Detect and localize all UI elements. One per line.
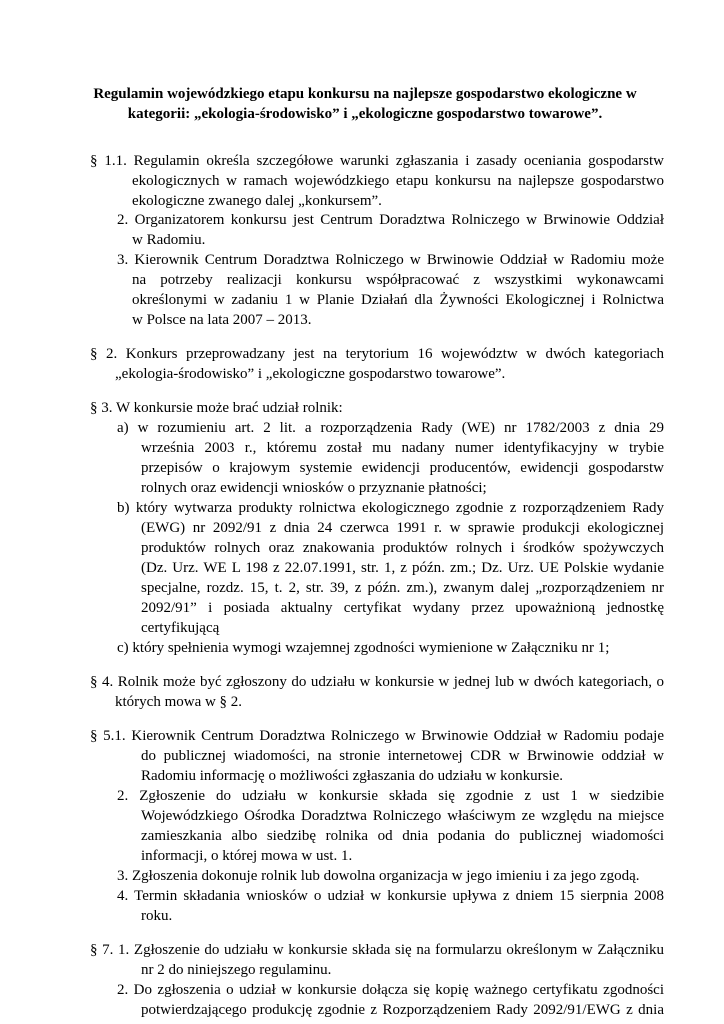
text-line: 3. Zgłoszenia dokonuje rolnik lub dowolna organizacja w jego imieniu i za jego zgodą. xyxy=(117,868,640,884)
text-line: „ekologia-środowisko” i „ekologiczne gospodarstwo towarowe”. xyxy=(115,366,506,382)
text-line: (Dz. Urz. WE L 198 z 22.07.1991, str. 1, z późn. zm.; Dz. Urz. UE Polskie wydanie xyxy=(141,560,664,576)
title-line-1: Regulamin wojewódzkiego etapu konkursu na najlepsze gospodarstwo ekologiczne w xyxy=(93,86,637,102)
text-line: specjalne, rozdz. 15, t. 2, str. 39, z późn. zm.), zwanym dalej „rozporządzeniem nr xyxy=(141,580,664,596)
text-line: do publicznej wiadomości, na stronie internetowej CDR w Brwinowie oddział w xyxy=(141,748,664,764)
text-line: c) który spełnienia wymogi wzajemnej zgodności wymienione w Załączniku nr 1; xyxy=(117,640,610,656)
text-line: 2. Organizatorem konkursu jest Centrum Doradztwa Rolniczego w Brwinowie Oddział xyxy=(117,212,664,228)
text-line: b) który wytwarza produkty rolnictwa ekologicznego zgodnie z rozporządzeniem Rady xyxy=(117,500,664,516)
text-line: Wojewódzkiego Ośrodka Doradztwa Rolniczego właściwym ze względu na miejsce xyxy=(141,808,664,824)
text-line: ekologicznych w ramach wojewódzkiego etapu konkursu na najlepsze gospodarstwo xyxy=(132,173,664,189)
text-line: 4. Termin składania wniosków o udział w konkursie upływa z dniem 15 sierpnia 2008 xyxy=(117,888,664,904)
text-line: § 2. Konkurs przeprowadzany jest na terytorium 16 województw w dwóch kategoriach xyxy=(90,346,664,362)
text-line: potwierdzającego produkcję zgodnie z Rozporządzeniem Rady 2092/91/EWG z dnia xyxy=(141,1002,664,1018)
text-line: 2092/91” i posiada aktualny certyfikat wydany przez upoważnioną jednostkę xyxy=(141,600,664,616)
text-line: w Radomiu. xyxy=(132,232,206,248)
text-line: zamieszkania albo siedzibę rolnika od dnia podania do publicznej wiadomości xyxy=(141,828,664,844)
text-line: rolnych oraz ewidencji wniosków o przyznanie płatności; xyxy=(141,480,487,496)
document-title xyxy=(70,84,660,124)
text-line: certyfikującą xyxy=(141,620,220,636)
text-line: produktów rolnych oraz znakowania produktów rolnych i środków spożywczych xyxy=(141,540,664,556)
text-line: na potrzeby realizacji konkursu współpracować z wszystkimi wykonawcami xyxy=(132,272,664,288)
text-line: Radomiu informację o możliwości zgłaszania do udziału w konkursie. xyxy=(141,768,563,784)
text-line: przepisów o krajowym systemie ewidencji producentów, ewidencji gospodarstw xyxy=(141,460,664,476)
text-line: określonymi w zadaniu 1 w Planie Działań dla Żywności Ekologicznej i Rolnictwa xyxy=(132,292,664,308)
text-line: września 2003 r., któremu został mu nadany numer identyfikacyjny w trybie xyxy=(141,440,664,456)
text-line: nr 2 do niniejszego regulaminu. xyxy=(141,962,332,978)
text-line: § 3. W konkursie może brać udział rolnik: xyxy=(90,400,343,416)
text-line: § 4. Rolnik może być zgłoszony do udziału w konkursie w jednej lub w dwóch kategoriach, o xyxy=(90,674,664,690)
text-line: a) w rozumieniu art. 2 lit. a rozporządzenia Rady (WE) nr 1782/2003 z dnia 29 xyxy=(117,420,664,436)
text-line: których mowa w § 2. xyxy=(115,694,243,710)
title-line-2: kategorii: „ekologia-środowisko” i „ekologiczne gospodarstwo towarowe”. xyxy=(127,106,603,122)
text-line: 2. Do zgłoszenia o udział w konkursie dołącza się kopię ważnego certyfikatu zgodności xyxy=(117,982,664,998)
text-line: § 1.1. Regulamin określa szczegółowe warunki zgłaszania i zasady oceniania gospodarstw xyxy=(90,153,664,169)
text-line: § 7. 1. Zgłoszenie do udziału w konkursie składa się na formularzu określonym w Załączniku xyxy=(90,942,664,958)
text-line: 2. Zgłoszenie do udziału w konkursie składa się zgodnie z ust 1 w siedzibie xyxy=(117,788,664,804)
text-line: 3. Kierownik Centrum Doradztwa Rolniczego w Brwinowie Oddział w Radomiu może xyxy=(117,252,664,268)
text-line: roku. xyxy=(141,908,173,924)
text-line: § 5.1. Kierownik Centrum Doradztwa Rolniczego w Brwinowie Oddział w Radomiu podaje xyxy=(90,728,664,744)
text-line: ekologiczne zwanego dalej „konkursem”. xyxy=(132,193,382,209)
text-line: informacji, o której mowa w ust. 1. xyxy=(141,848,353,864)
text-line: (EWG) nr 2092/91 z dnia 24 czerwca 1991 r. w sprawie produkcji ekologicznej xyxy=(141,520,664,536)
text-line: w Polsce na lata 2007 – 2013. xyxy=(132,312,312,328)
